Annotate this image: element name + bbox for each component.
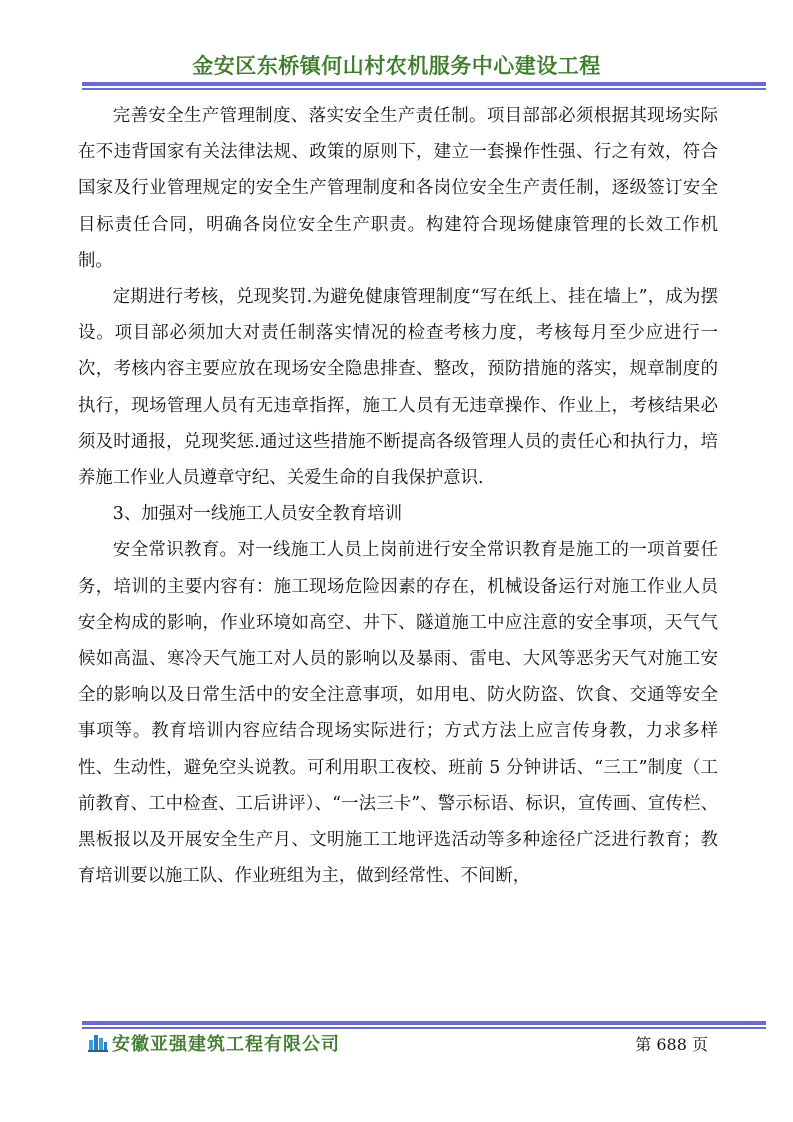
paragraph-safety-education: 安全常识教育。对一线施工人员上岗前进行安全常识教育是施工的一项首要任务，培训的主要内容有：施工现场危险因素的存在，机械设备运行对施工作业人员安全构成的影响，作业环境如高空、井下、隧道施工中应注意的安全事项，天气气候如高温、寒冷天气施工对人员的影响以及暴雨、雷电、大风等恶劣天气对施工安全的影响以及日常生活中的安全注意事项，如用电、防火防盗、饮食、交通等安全事项等。教育培训内容应结合现场实际进行；方式方法上应言传身教，力求多样性、生动性，避免空头说教。可利用职工夜校、班前 5 分钟讲话、“三工”制度（工前教育、工中检查、工后讲评）、“一法三卡”、警示标语、标识，宣传画、宣传栏、黑板报以及开展安全生产月、文明施工工地评选活动等多种途径广泛进行教育；教育培训要以施工队、作业班组为主，做到经常性、不间断， bbox=[78, 540, 718, 887]
paragraph-safety-system: 完善安全生产管理制度、落实安全生产责任制。项目部部必须根据其现场实际在不违背国家有关法律法规、政策的原则下，建立一套操作性强、行之有效，符合国家及行业管理规定的安全生产管理制度和各岗位安全生产责任制，逐级签订安全目标责任合同，明确各岗位安全生产职责。构建符合现场健康管理的长效工作机制。 bbox=[78, 106, 718, 271]
section-heading-training: 3、加强对一线施工人员安全教育培训 bbox=[112, 504, 403, 525]
paragraph-assessment: 定期进行考核，兑现奖罚.为避免健康管理制度“写在纸上、挂在墙上”，成为摆设。项目部必须加大对责任制落实情况的检查考核力度，考核每月至少应进行一次，考核内容主要应放在现场安全隐患排查、整改，预防措施的落实，规章制度的执行，现场管理人员有无违章指挥，施工人员有无违章操作、作业上，考核结果必须及时通报，兑现奖惩.通过这些措施不断提高各级管理人员的责任心和执行力，培养施工作业人员遵章守纪、关爱生命的自我保护意识. bbox=[78, 287, 718, 489]
building-logo-icon bbox=[88, 1032, 108, 1052]
page-number: 第 688 页 bbox=[635, 1035, 708, 1054]
document-body bbox=[78, 98, 718, 894]
header-divider-thin bbox=[82, 88, 766, 90]
page-footer bbox=[88, 1030, 708, 1056]
company-name: 安徽亚强建筑工程有限公司 bbox=[112, 1034, 340, 1055]
footer-divider-thin bbox=[82, 1027, 766, 1029]
footer-divider bbox=[82, 1021, 766, 1025]
header-divider bbox=[82, 82, 766, 86]
page-header-title: 金安区东桥镇何山村农机服务中心建设工程 bbox=[192, 54, 601, 78]
